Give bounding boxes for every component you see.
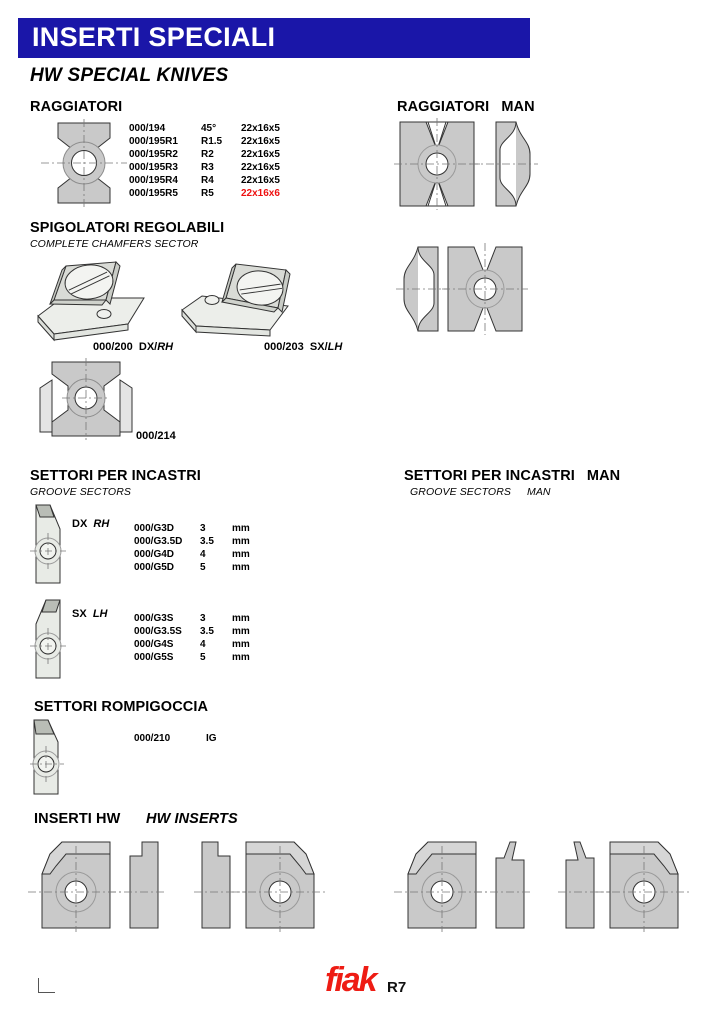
cell-dimension: 22x16x5	[241, 136, 280, 147]
label-spigolatore-dx: 000/200 DX/RH	[93, 341, 174, 353]
hand-code: SX	[309, 341, 325, 353]
brand-logo-text: fiak	[325, 961, 376, 999]
table-row	[134, 536, 250, 549]
cell-code: 000/195R3	[129, 162, 178, 173]
drawing-spigolatore-dx	[32, 252, 152, 344]
cell-code: 000/G5S	[134, 652, 174, 663]
label-part-000-214: 000/214	[136, 430, 176, 442]
table-row	[129, 162, 280, 175]
table-raggiatori	[129, 123, 280, 201]
hand-code: SX	[72, 608, 87, 620]
hand-code-alt: LH	[327, 341, 343, 353]
cell-size: 3	[200, 523, 206, 534]
drawing-rompigoccia	[28, 718, 88, 796]
cell-dimension-highlighted: 22x16x6	[241, 188, 280, 199]
section-heading-inserti-hw: INSERTI HW	[34, 811, 121, 827]
cell-dimension: 22x16x5	[241, 162, 280, 173]
cell-code: 000/G5D	[134, 562, 175, 573]
crop-mark	[38, 978, 55, 993]
table-row	[129, 149, 280, 162]
cell-radius: R5	[201, 188, 214, 199]
label-groove-dx	[72, 518, 109, 530]
cell-code: 000/195R5	[129, 188, 178, 199]
cell-unit: mm	[232, 626, 250, 637]
cell-radius: R1.5	[201, 136, 223, 147]
label-groove-sx	[72, 608, 107, 620]
table-row	[134, 549, 250, 562]
table-row	[129, 123, 280, 136]
cell-unit: mm	[232, 523, 250, 534]
cell-code: 000/195R4	[129, 175, 178, 186]
cell-code: 000/194	[129, 123, 166, 134]
table-row	[134, 562, 250, 575]
cell-code: 000/G4S	[134, 639, 174, 650]
drawing-raggiatore-man-side-1	[490, 120, 536, 208]
drawing-hw-insert-front-3	[402, 840, 482, 930]
page-title: INSERTI SPECIALI	[32, 21, 276, 52]
cell-radius: 45°	[201, 123, 217, 134]
table-row	[134, 626, 250, 639]
heading-man-suffix: MAN	[501, 99, 535, 115]
drawing-hw-insert-side-3	[490, 840, 530, 930]
section-heading-settori-incastri: SETTORI PER INCASTRI	[30, 468, 201, 484]
table-row	[129, 136, 280, 149]
cell-size: 4	[200, 549, 206, 560]
table-row	[134, 613, 250, 626]
section-subheading-inserti-hw: HW INSERTS	[146, 811, 238, 827]
hand-code-alt: RH	[157, 341, 174, 353]
section-heading-rompigoccia: SETTORI ROMPIGOCCIA	[34, 699, 209, 715]
drawing-raggiatore-front	[44, 122, 124, 204]
cell-code: 000/195R2	[129, 149, 178, 160]
cell-dimension: 22x16x5	[241, 175, 280, 186]
cell-unit: mm	[232, 536, 250, 547]
cell-code: 000/G3S	[134, 613, 174, 624]
hand-code: DX	[72, 518, 88, 530]
cell-radius: R2	[201, 149, 214, 160]
table-row	[134, 523, 250, 536]
drawing-hw-insert-front-2	[240, 840, 320, 930]
table-row	[129, 175, 280, 188]
subheading-text: GROOVE SECTORS	[410, 486, 511, 498]
section-heading-raggiatori-man	[397, 99, 535, 115]
cell-unit: mm	[232, 613, 250, 624]
hand-code-alt: RH	[93, 518, 110, 530]
cell-size: 3.5	[200, 626, 214, 637]
heading-text: SETTORI PER INCASTRI	[404, 468, 575, 484]
page-title-banner	[18, 18, 530, 58]
drawing-groove-sector-dx	[28, 503, 88, 585]
footer-logo	[325, 963, 445, 1009]
section-heading-raggiatori: RAGGIATORI	[30, 99, 123, 115]
drawing-spigolatore-sx	[178, 252, 302, 344]
cell-code: 000/G4D	[134, 549, 175, 560]
hand-code: DX	[138, 341, 155, 353]
label-spigolatore-sx: 000/203 SX/LH	[264, 341, 343, 353]
cell-code: 000/G3.5S	[134, 626, 182, 637]
cell-unit: mm	[232, 562, 250, 573]
cell-type: IG	[206, 733, 217, 744]
heading-text: RAGGIATORI	[397, 99, 490, 115]
subheading-man-suffix: MAN	[526, 486, 551, 498]
drawing-hw-insert-front-4	[604, 840, 684, 930]
drawing-hw-insert-side-4	[560, 840, 600, 930]
cell-unit: mm	[232, 652, 250, 663]
table-row	[134, 652, 250, 665]
cell-code: 000/G3.5D	[134, 536, 183, 547]
section-subheading-settori-incastri: GROOVE SECTORS	[30, 486, 131, 498]
table-groove-sx	[134, 613, 250, 665]
cell-code: 000/195R1	[129, 136, 178, 147]
cell-unit: mm	[232, 549, 250, 560]
heading-man-suffix: MAN	[586, 468, 621, 484]
cell-dimension: 22x16x5	[241, 123, 280, 134]
cell-radius: R3	[201, 162, 214, 173]
drawing-hw-insert-side-2	[196, 840, 236, 930]
hand-code-alt: LH	[92, 608, 108, 620]
cell-code: 000/210	[134, 733, 171, 744]
section-subheading-settori-incastri-man	[410, 486, 551, 498]
table-groove-dx	[134, 523, 250, 575]
cell-code: 000/G3D	[134, 523, 175, 534]
part-code: 000/200	[93, 341, 133, 353]
drawing-raggiatore-man-side-2	[398, 245, 444, 333]
cell-size: 4	[200, 639, 206, 650]
cell-dimension: 22x16x5	[241, 149, 280, 160]
table-row	[134, 733, 217, 746]
table-row	[134, 639, 250, 652]
cell-unit: mm	[232, 639, 250, 650]
cell-radius: R4	[201, 175, 214, 186]
table-row	[129, 188, 280, 201]
revision-label: R7	[387, 979, 407, 996]
section-subheading-spigolatori: COMPLETE CHAMFERS SECTOR	[30, 238, 199, 250]
drawing-part-000-214	[38, 360, 134, 438]
drawing-raggiatore-man-front-2	[446, 245, 524, 333]
section-heading-spigolatori: SPIGOLATORI REGOLABILI	[30, 220, 225, 236]
cell-size: 3	[200, 613, 206, 624]
cell-size: 5	[200, 562, 206, 573]
drawing-raggiatore-man-front-1	[398, 120, 476, 208]
drawing-hw-insert-front-1	[36, 840, 116, 930]
page-subtitle: HW SPECIAL KNIVES	[30, 65, 229, 86]
part-code: 000/203	[264, 341, 304, 353]
drawing-hw-insert-side-1	[124, 840, 164, 930]
table-rompigoccia	[134, 733, 217, 746]
cell-size: 5	[200, 652, 206, 663]
cell-size: 3.5	[200, 536, 214, 547]
section-heading-settori-incastri-man	[404, 468, 620, 484]
